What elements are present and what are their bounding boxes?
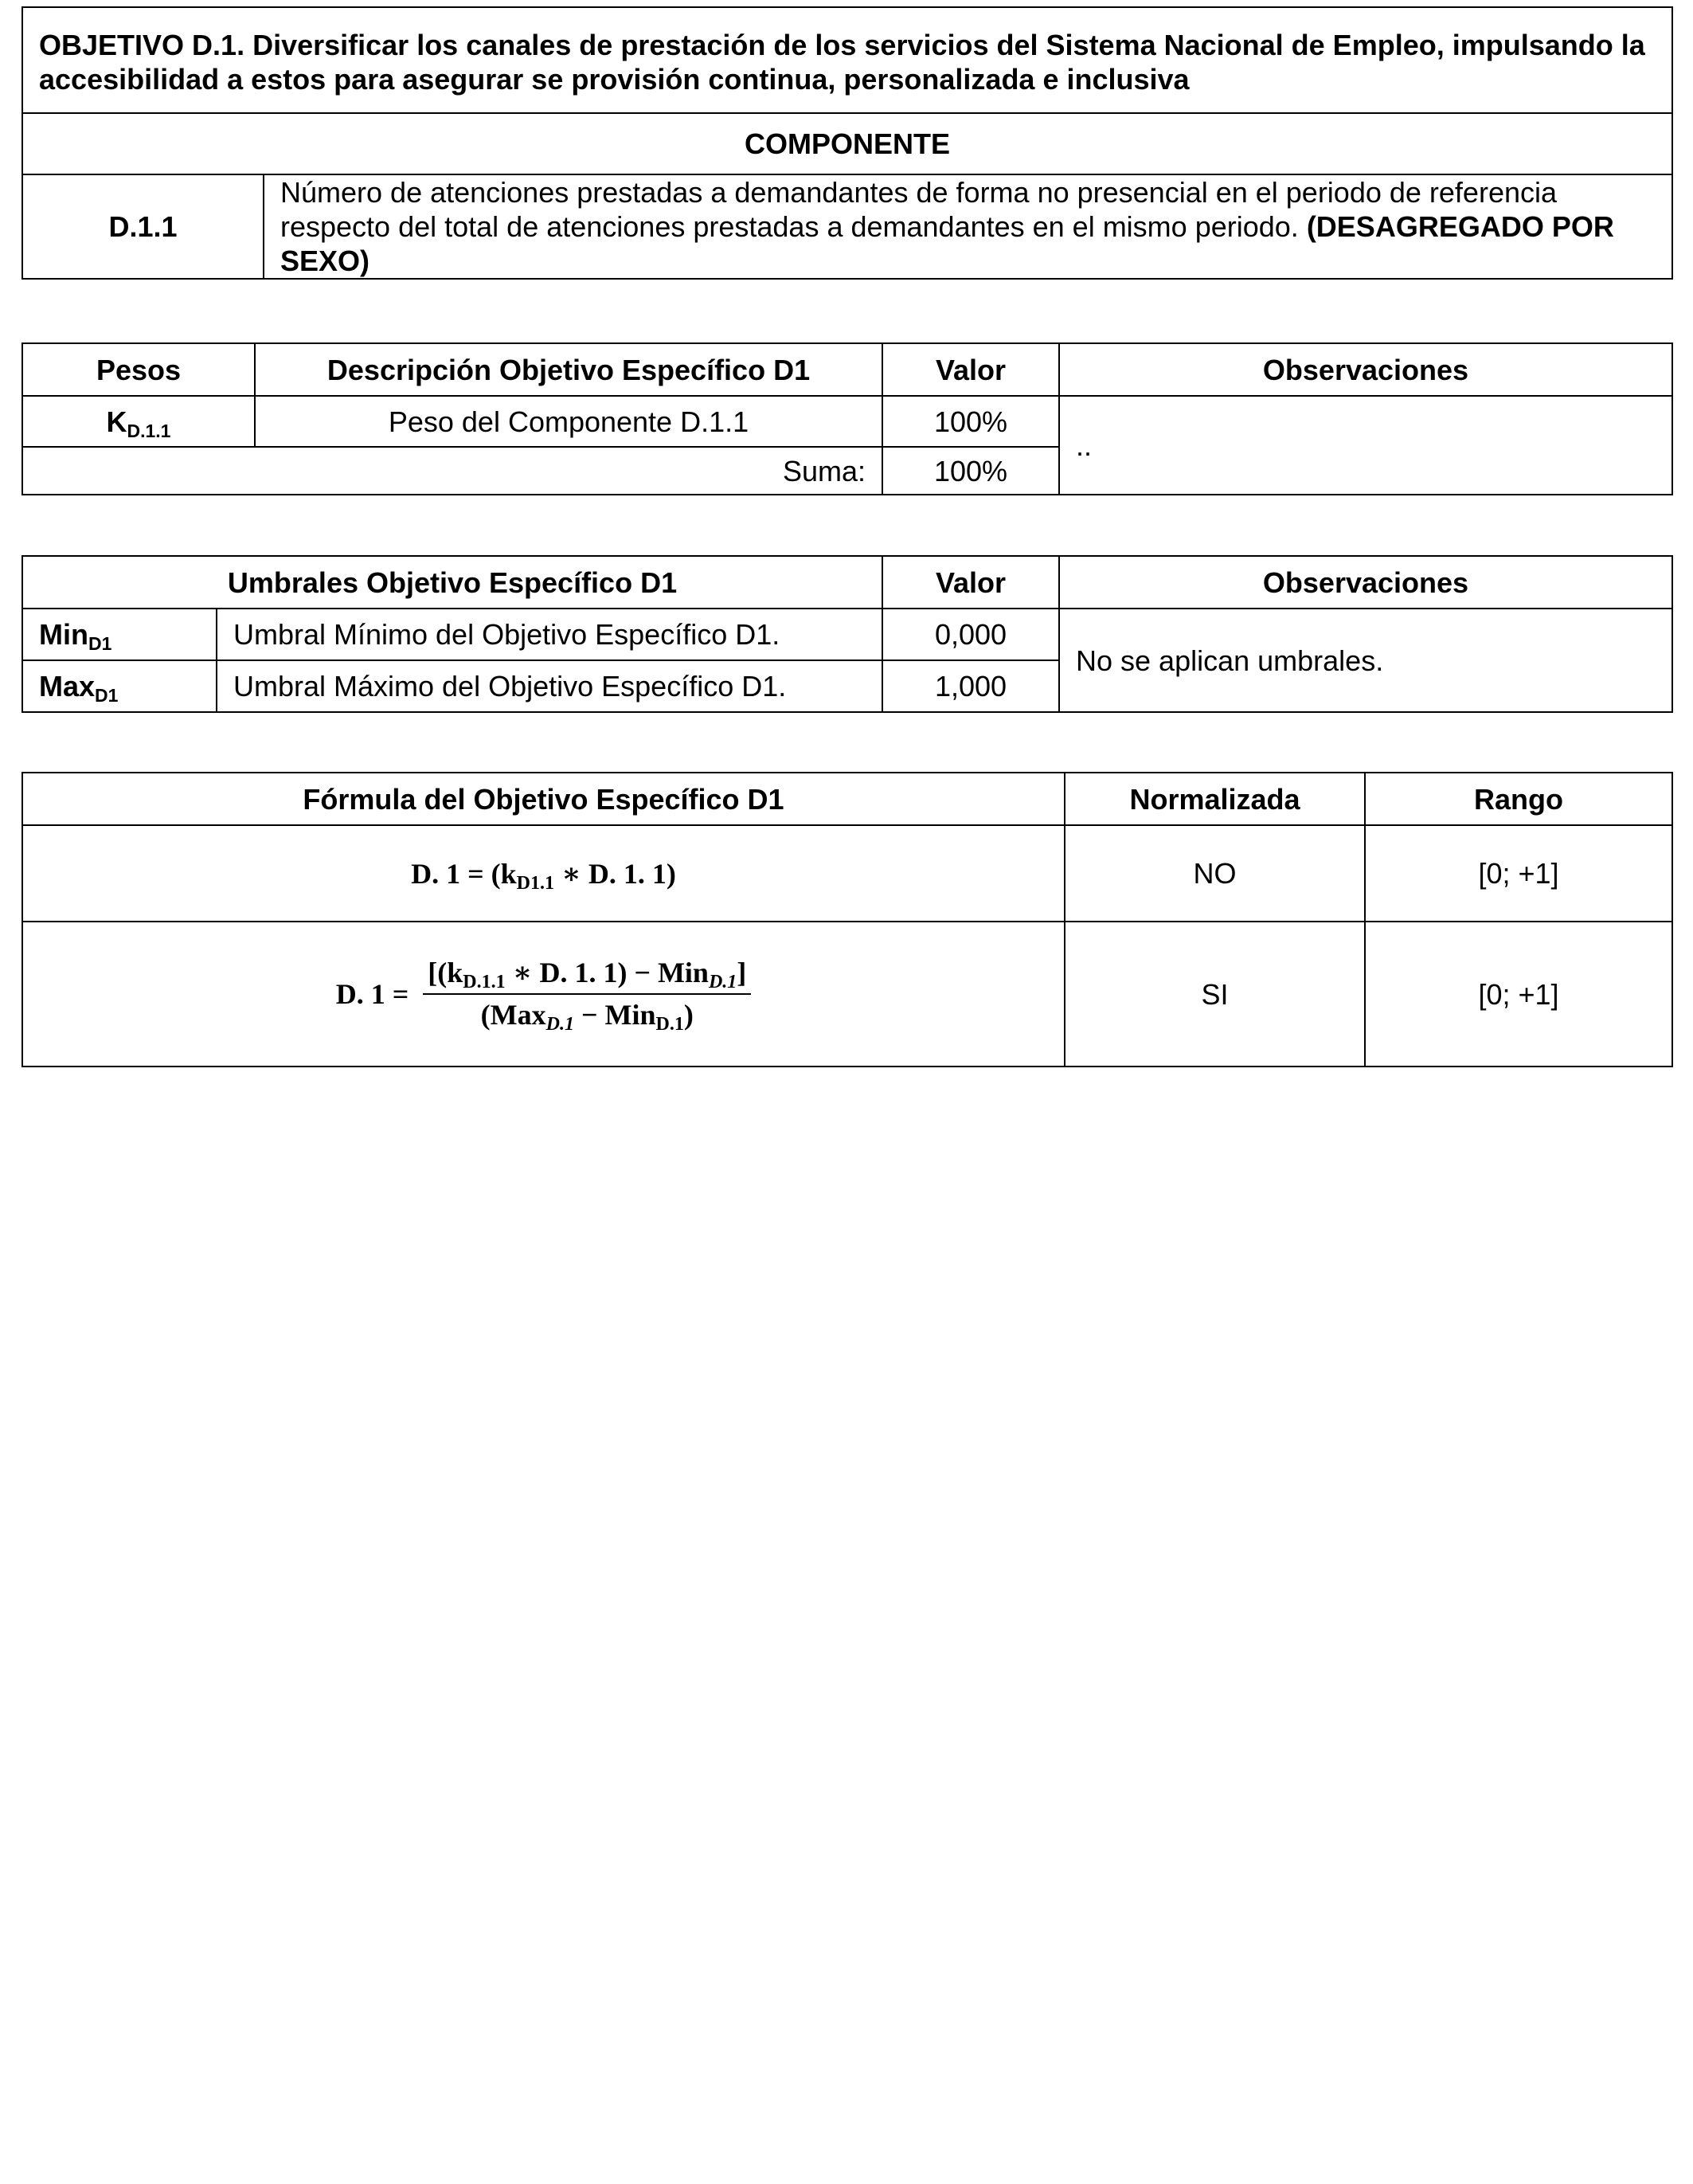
component-code: D.1.1	[22, 174, 264, 279]
weight-value: 100%	[882, 396, 1059, 447]
objective-table	[22, 6, 1673, 280]
thresholds-observations: No se aplican umbrales.	[1059, 609, 1672, 712]
weights-header-observations: Observaciones	[1059, 343, 1672, 396]
weights-header-description: Descripción Objetivo Específico D1	[255, 343, 882, 396]
formula-normalized-range: [0; +1]	[1365, 922, 1672, 1067]
thresholds-header-title: Umbrales Objetivo Específico D1	[22, 556, 882, 609]
formula-plain-expression: D. $1 = (k_{D1.1}$ ∗ D. 1. 1)	[411, 857, 676, 894]
component-text-bold: (DESAGREGADO POR SEXO)	[280, 210, 1614, 277]
weight-symbol: $K_{D.1.1}$	[22, 396, 255, 447]
thresholds-header-value: Valor	[882, 556, 1059, 609]
formula-numerator: [($k_{D.1.1}$ ∗ D. 1. 1) − Min$_{D.1}$]	[423, 956, 751, 995]
formula-header-normalized: Normalizada	[1065, 773, 1365, 825]
weights-header-value: Valor	[882, 343, 1059, 396]
formula-normalized	[22, 922, 1065, 1067]
formula-fraction	[423, 956, 751, 1035]
weights-sum-value: 100%	[882, 447, 1059, 495]
weights-observations: ..	[1059, 396, 1672, 495]
component-text: Número de atenciones prestadas a demandantes de forma no presencial en el periodo de referencia respecto del total de atenciones prestadas a demandantes en el mismo periodo.	[280, 176, 1558, 243]
formula-plain-range: [0; +1]	[1365, 825, 1672, 922]
threshold-max-description: Umbral Máximo del Objetivo Específico D1.	[217, 660, 882, 712]
formula-header-title: Fórmula del Objetivo Específico D1	[22, 773, 1065, 825]
formula-normalized-lhs: D. 1 =	[335, 977, 409, 1010]
threshold-max-value: 1,000	[882, 660, 1059, 712]
weights-header-pesos: Pesos	[22, 343, 255, 396]
formula-header-range: Rango	[1365, 773, 1672, 825]
formula-plain	[22, 825, 1065, 922]
threshold-max-symbol: Max$_{D1}$	[22, 660, 217, 712]
formula-table	[22, 772, 1673, 1067]
weights-table	[22, 342, 1673, 495]
thresholds-header-observations: Observaciones	[1059, 556, 1672, 609]
component-header: COMPONENTE	[22, 113, 1672, 174]
thresholds-table	[22, 555, 1673, 713]
formula-denominator: (Max$_{D.1}$ − Min$_{D.1}$)	[480, 999, 694, 1035]
weights-sum-label: Suma:	[22, 447, 882, 495]
component-description	[264, 174, 1672, 279]
threshold-min-symbol: Min$_{D1}$	[22, 609, 217, 660]
objective-title: OBJETIVO D.1. Diversificar los canales de prestación de los servicios del Sistema Nacional de Empleo, impulsando la accesibilidad a estos para asegurar se provisión continua, personalizada e inclusiva	[22, 7, 1672, 113]
formula-plain-normalized: NO	[1065, 825, 1365, 922]
weight-description: Peso del Componente D.1.1	[255, 396, 882, 447]
threshold-min-description: Umbral Mínimo del Objetivo Específico D1.	[217, 609, 882, 660]
threshold-min-value: 0,000	[882, 609, 1059, 660]
formula-normalized-normalized: SI	[1065, 922, 1365, 1067]
